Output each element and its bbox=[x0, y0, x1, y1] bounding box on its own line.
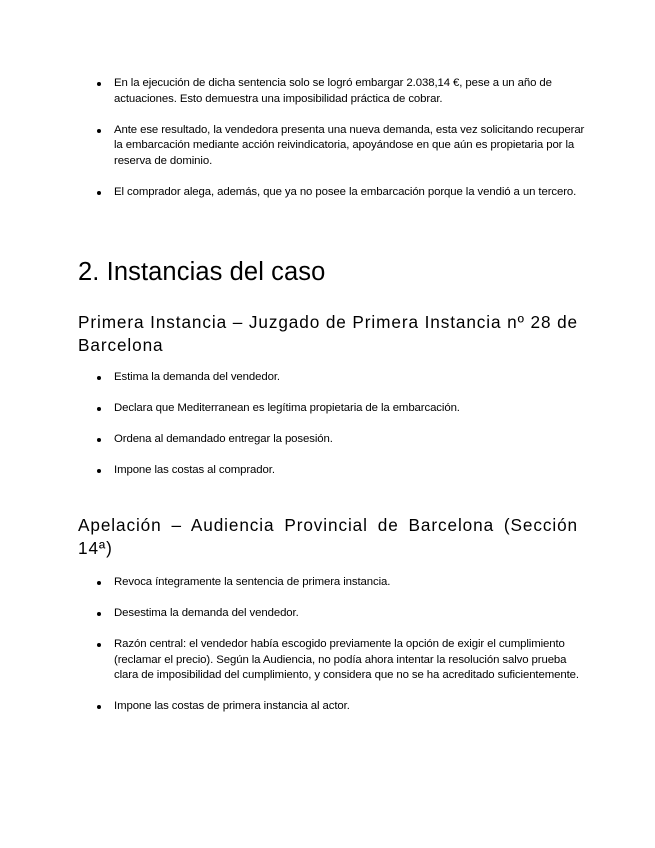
bullet-icon bbox=[97, 376, 101, 380]
list-item bbox=[97, 637, 587, 684]
list-item-text: Razón central: el vendedor había escogido previamente la opción de exigir el cumplimiento (reclamar el precio). Según la Audiencia, no podía ahora intentar la resolución salvo prueba clara de imposibilidad del cumplimiento, y considera que no se ha acreditado suficientemente. bbox=[114, 638, 579, 681]
bullet-icon bbox=[97, 469, 101, 473]
list-item bbox=[97, 699, 587, 715]
list-item bbox=[97, 401, 587, 417]
list-item bbox=[97, 606, 587, 622]
bullet-icon bbox=[97, 407, 101, 411]
list-item bbox=[97, 185, 587, 201]
list-item bbox=[97, 432, 587, 448]
bullet-icon bbox=[97, 82, 101, 86]
bullet-icon bbox=[97, 129, 101, 133]
list-item bbox=[97, 575, 587, 591]
list-item bbox=[97, 370, 587, 386]
bullet-icon bbox=[97, 612, 101, 616]
bullet-icon bbox=[97, 643, 101, 647]
list-item bbox=[97, 76, 587, 107]
bullet-icon bbox=[97, 438, 101, 442]
list-item-text: El comprador alega, además, que ya no posee la embarcación porque la vendió a un tercero. bbox=[114, 185, 577, 198]
list-item-text: Desestima la demanda del vendedor. bbox=[114, 607, 299, 619]
list-item-text: Revoca íntegramente la sentencia de primera instancia. bbox=[114, 576, 391, 588]
primera-instancia-list bbox=[97, 370, 587, 479]
list-item-text: Declara que Mediterranean es legítima propietaria de la embarcación. bbox=[114, 402, 460, 414]
list-item-text: Impone las costas de primera instancia al actor. bbox=[114, 700, 350, 712]
bullet-icon bbox=[97, 581, 101, 585]
list-item-text: Estima la demanda del vendedor. bbox=[114, 371, 280, 383]
list-item-text: Ante ese resultado, la vendedora presenta una nueva demanda, esta vez solicitando recuperar la embarcación mediante acción reivindicatoria, apoyándose en que aún es propietaria por la reserva de dominio. bbox=[114, 123, 585, 167]
section-title: 2. Instancias del caso bbox=[78, 258, 326, 286]
primera-instancia-heading: Primera Instancia – Juzgado de Primera Instancia nº 28 de Barcelona bbox=[78, 312, 578, 355]
list-item-text: Impone las costas al comprador. bbox=[114, 464, 275, 476]
list-item bbox=[97, 463, 587, 479]
bullet-icon bbox=[97, 705, 101, 709]
intro-bullet-list bbox=[97, 76, 587, 200]
apelacion-heading: Apelación – Audiencia Provincial de Barcelona (Sección 14ª) bbox=[78, 515, 578, 558]
bullet-icon bbox=[97, 191, 101, 195]
list-item-text: Ordena al demandado entregar la posesión. bbox=[114, 433, 333, 445]
apelacion-list bbox=[97, 575, 587, 715]
list-item bbox=[97, 123, 587, 170]
list-item-text: En la ejecución de dicha sentencia solo se logró embargar 2.038,14 €, pese a un año de actuaciones. Esto demuestra una imposibilidad práctica de cobrar. bbox=[114, 77, 552, 105]
